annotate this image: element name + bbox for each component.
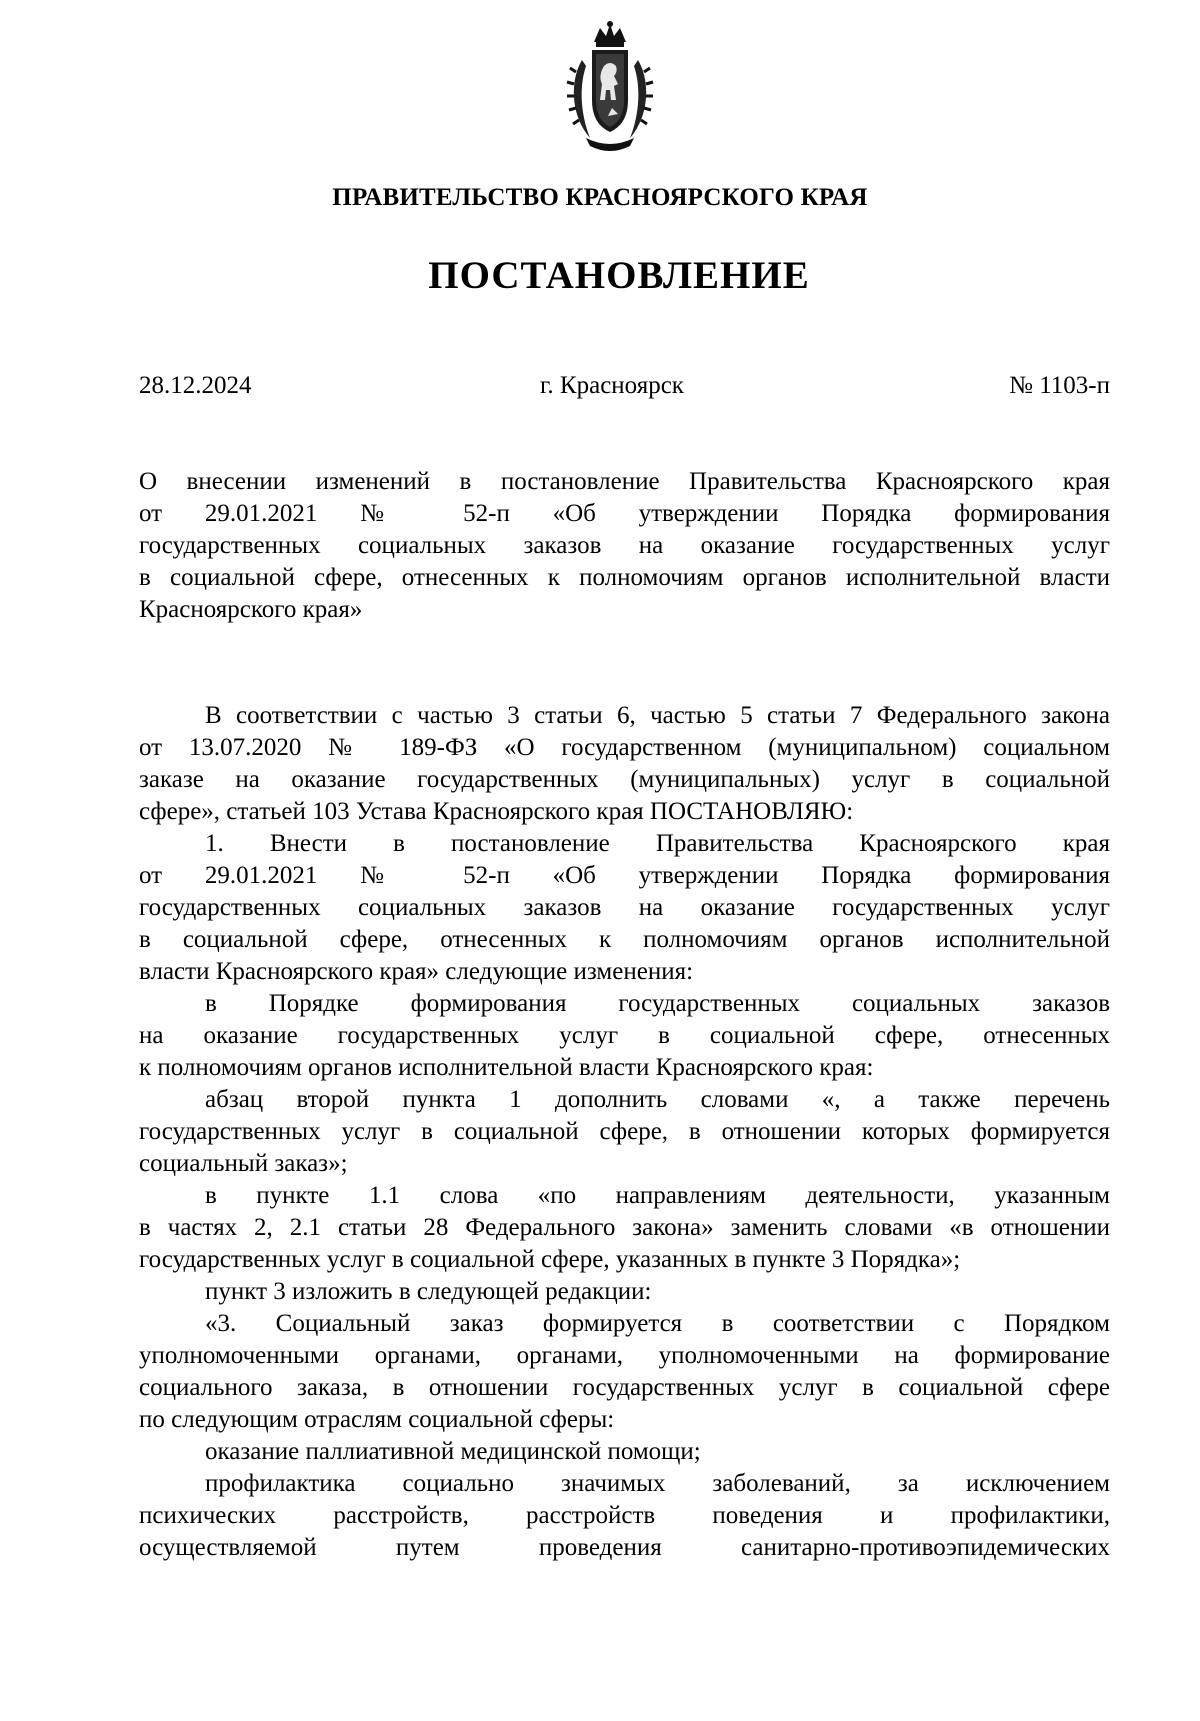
body-line: В соответствии с частью 3 статьи 6, частью 5 статьи 7 Федерального закона <box>205 702 1110 729</box>
body-line: уполномоченными органами, органами, уполномоченными на формирование <box>139 1342 1110 1369</box>
coat-of-arms-icon <box>560 20 660 156</box>
subject-line: Красноярского края» <box>139 596 363 623</box>
body-line: на оказание государственных услуг в социальной сфере, отнесенных <box>139 1022 1110 1049</box>
body-line: осуществляемой путем проведения санитарно-противоэпидемических <box>139 1534 1110 1561</box>
body-line: государственных услуг в социальной сфере, указанных в пункте 3 Порядка»; <box>139 1246 961 1273</box>
body-line: в социальной сфере, отнесенных к полномочиям органов исполнительной <box>139 926 1110 953</box>
document-subject <box>139 466 1110 626</box>
body-line: по следующим отраслям социальной сферы: <box>139 1406 615 1433</box>
body-line: государственных услуг в социальной сфере, в отношении которых формируется <box>139 1118 1110 1145</box>
body-line: в пункте 1.1 слова «по направлениям деятельности, указанным <box>205 1182 1110 1209</box>
body-line: психических расстройств, расстройств поведения и профилактики, <box>139 1502 1110 1529</box>
body-line: государственных социальных заказов на оказание государственных услуг <box>139 894 1110 921</box>
body-line: сфере», статьей 103 Устава Красноярского края ПОСТАНОВЛЯЮ: <box>139 798 854 825</box>
document-date: 28.12.2024 <box>139 372 252 399</box>
body-line: к полномочиям органов исполнительной власти Красноярского края: <box>139 1054 874 1081</box>
subject-line: государственных социальных заказов на оказание государственных услуг <box>139 532 1110 559</box>
document-type-title: ПОСТАНОВЛЕНИЕ <box>428 254 810 297</box>
body-line: социальный заказ»; <box>139 1150 348 1177</box>
body-line: 1. Внести в постановление Правительства Красноярского края <box>205 830 1110 857</box>
body-line: социального заказа, в отношении государственных услуг в социальной сфере <box>139 1374 1110 1401</box>
body-line: заказе на оказание государственных (муниципальных) услуг в социальной <box>139 766 1110 793</box>
body-line: в частях 2, 2.1 статьи 28 Федерального закона» заменить словами «в отношении <box>139 1214 1110 1241</box>
subject-line: в социальной сфере, отнесенных к полномочиям органов исполнительной власти <box>139 564 1110 591</box>
document-body <box>139 700 1110 1564</box>
subject-line: О внесении изменений в постановление Правительства Красноярского края <box>139 468 1110 495</box>
body-line: абзац второй пункта 1 дополнить словами «, а также перечень <box>205 1086 1110 1113</box>
body-line: профилактика социально значимых заболеваний, за исключением <box>205 1470 1110 1497</box>
document-number: № 1103-п <box>1009 372 1110 399</box>
body-line: «3. Социальный заказ формируется в соответствии с Порядком <box>205 1310 1110 1337</box>
subject-line: от 29.01.2021 № 52-п «Об утверждении Порядка формирования <box>139 500 1110 527</box>
body-line: от 13.07.2020 № 189-ФЗ «О государственном (муниципальном) социальном <box>139 734 1110 761</box>
organization-name: ПРАВИТЕЛЬСТВО КРАСНОЯРСКОГО КРАЯ <box>332 184 868 211</box>
body-line: власти Красноярского края» следующие изменения: <box>139 958 694 985</box>
body-line: пункт 3 изложить в следующей редакции: <box>205 1278 652 1305</box>
body-line: оказание паллиативной медицинской помощи; <box>205 1438 701 1465</box>
body-line: в Порядке формирования государственных социальных заказов <box>205 990 1110 1017</box>
body-line: от 29.01.2021 № 52-п «Об утверждении Порядка формирования <box>139 862 1110 889</box>
document-city: г. Красноярск <box>540 372 684 399</box>
